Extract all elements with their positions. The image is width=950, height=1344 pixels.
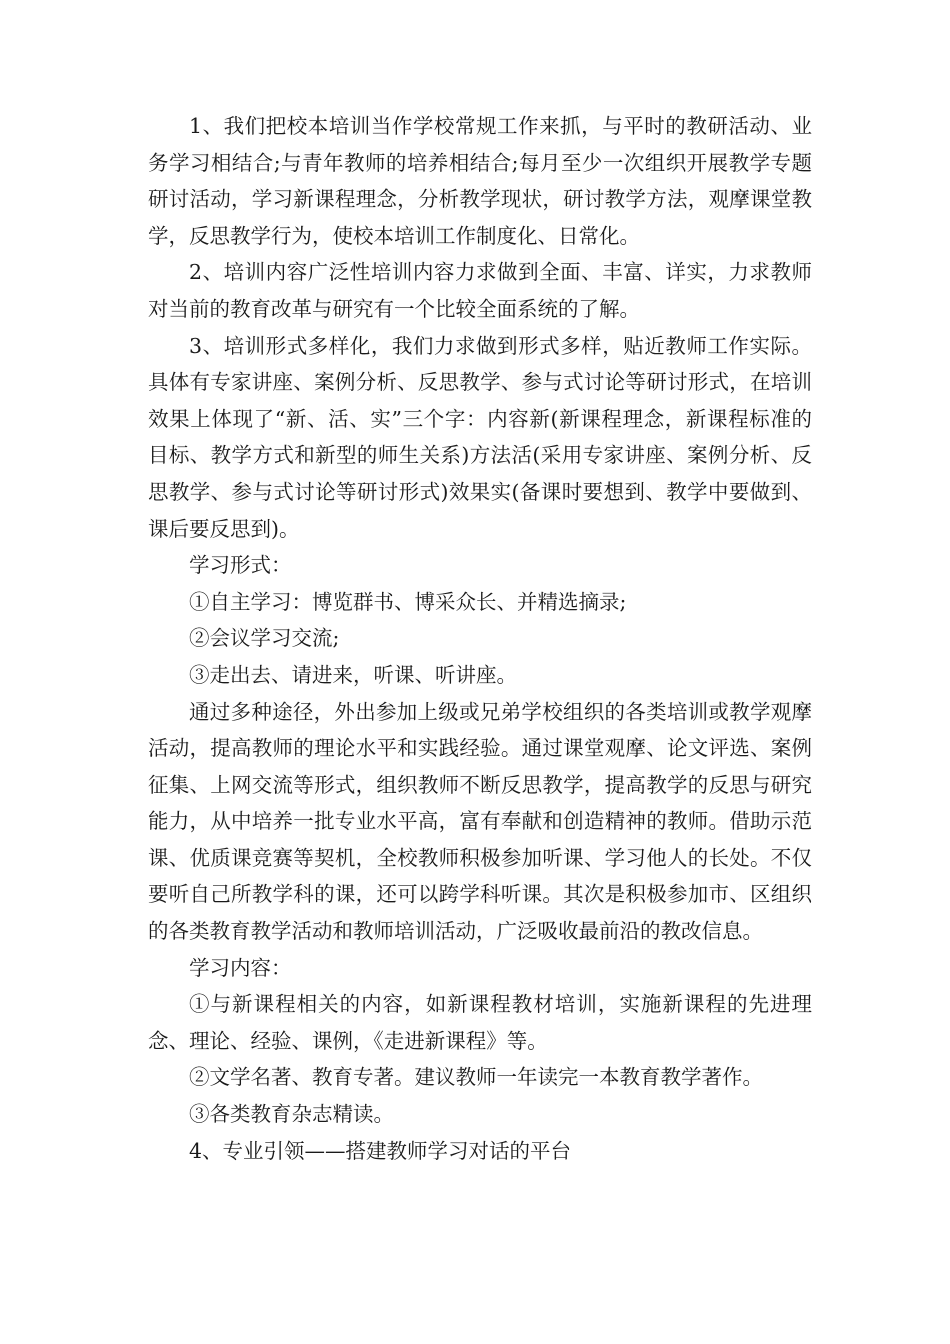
list-item-literary-classics: ②文学名著、教育专著。建议教师一年读完一本教育教学著作。 xyxy=(189,1065,763,1090)
list-item-self-study: ①自主学习：博览群书、博采众长、并精选摘录; xyxy=(189,589,627,614)
list-item-go-out-invite-in: ③走出去、请进来，听课、听讲座。 xyxy=(189,662,517,687)
paragraph-training-forms: 3、培训形式多样化，我们力求做到形式多样，贴近教师工作实际。具体有专家讲座、案例分析、反思教学、参与式讨论等研讨形式，在培训效果上体现了“新、活、实”三个字：内容新(新课程理念，新课程标准的目标、教学方式和新型的师生关系)方法活(采用专家讲座、案例分析、反思教学、参与式讨论等研讨形式)效果实(备课时要想到、教学中要做到、课后要反思到)。 xyxy=(148,333,812,541)
list-item-meeting-exchange: ②会议学习交流; xyxy=(189,626,340,651)
heading-study-content: 学习内容： xyxy=(189,955,292,980)
paragraph-school-training-routine: 1、我们把校本培训当作学校常规工作来抓，与平时的教研活动、业务学习相结合;与青年教师的培养相结合;每月至少一次组织开展教学专题研讨活动，学习新课程理念，分析教学现状，研讨教学方法，观摩课堂教学，反思教学行为，使校本培训工作制度化、日常化。 xyxy=(148,114,812,248)
list-item-education-journals: ③各类教育杂志精读。 xyxy=(189,1102,394,1127)
paragraph-professional-guidance: 4、专业引领——搭建教师学习对话的平台 xyxy=(189,1138,572,1163)
document-body xyxy=(148,108,812,1169)
paragraph-training-content: 2、培训内容广泛性培训内容力求做到全面、丰富、详实，力求教师对当前的教育改革与研究有一个比较全面系统的了解。 xyxy=(148,260,812,321)
heading-study-forms: 学习形式： xyxy=(189,553,292,578)
paragraph-multiple-channels: 通过多种途径，外出参加上级或兄弟学校组织的各类培训或教学观摩活动，提高教师的理论水平和实践经验。通过课堂观摩、论文评选、案例征集、上网交流等形式，组织教师不断反思教学，提高教学的反思与研究能力，从中培养一批专业水平高，富有奉献和创造精神的教师。借助示范课、优质课竞赛等契机，全校教师积极参加听课、学习他人的长处。不仅要听自己所教学科的课，还可以跨学科听课。其次是积极参加市、区组织的各类教育教学活动和教师培训活动，广泛吸收最前沿的教改信息。 xyxy=(148,699,812,944)
list-item-new-curriculum: ①与新课程相关的内容，如新课程教材培训，实施新课程的先进理念、理论、经验、课例，《走进新课程》等。 xyxy=(148,992,812,1053)
